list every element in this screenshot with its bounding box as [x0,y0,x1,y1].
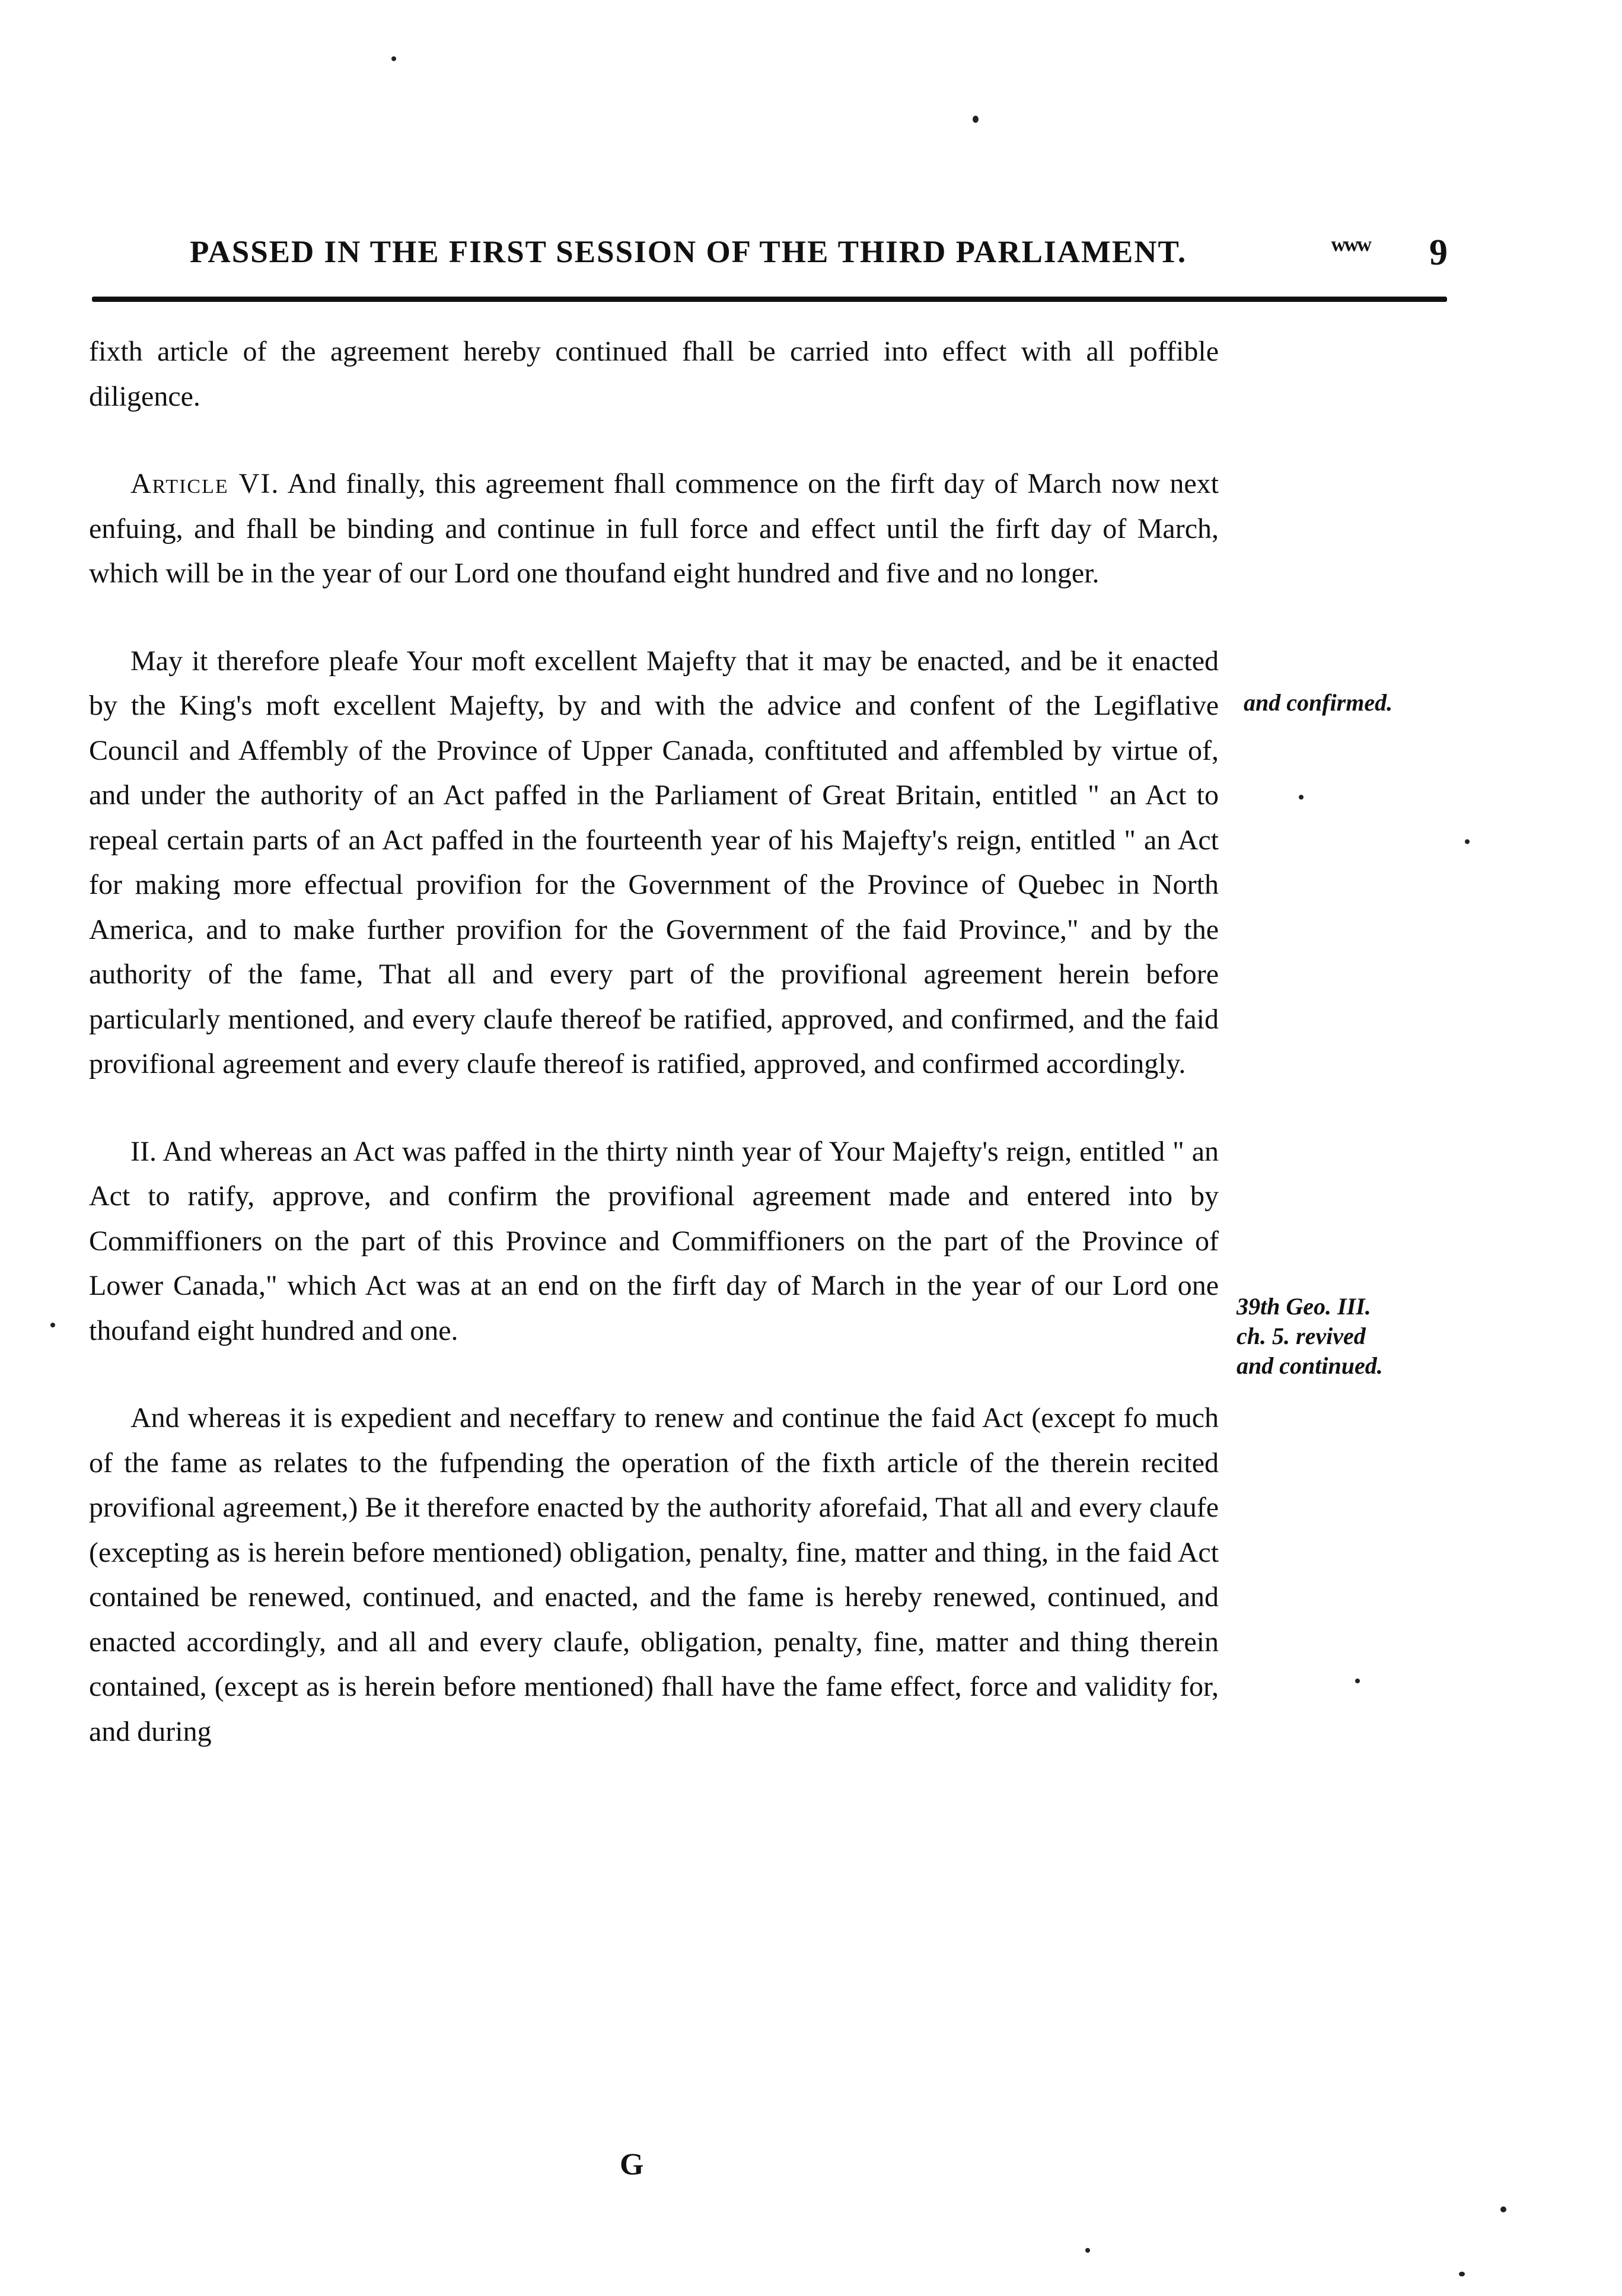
text-column [89,329,1219,1754]
signature-mark: G [620,2148,644,2182]
scan-speck [391,56,396,61]
running-head-ornament: ᵂᵂᵂ [1331,236,1371,263]
running-head-title: PASSED IN THE FIRST SESSION OF THE THIRD PARLIAMENT. [190,235,1187,269]
margin-note-confirmed: and confirmed. [1244,689,1393,716]
margin-note-statute [1237,1292,1383,1381]
scan-speck [50,1323,55,1327]
scan-speck [1500,2206,1506,2212]
scan-speck [1355,1679,1360,1683]
article-vi-text: And finally, this agreement fhall commence on the firft day of March now next enfuing, and fhall be binding and continue in full force and effect until the firft day of March, which will be in the year of our Lord one thoufand eight hundred and five and no longer. [89,468,1219,589]
article-label: Article VI. [130,468,280,499]
paragraph-continuation: fixth article of the agreement hereby continued fhall be carried into effect with all poffible diligence. [89,336,1219,412]
margin-note-line: ch. 5. revived [1237,1323,1366,1349]
paragraph-enacting-clause: May it therefore pleafe Your moft excellent Majefty that it may be enacted, and be it enacted by the King's moft excellent Majefty, by and with the advice and confent of the Legiflative Council and Affembly of the Province of Upper Canada, conftituted and affembled by virtue of, and under the authority of an Act paffed in the Parliament of Great Britain, entitled " an Act to repeal certain parts of an Act paffed in the fourteenth year of his Majefty's reign, entitled " an Act for making more effectual provifion for the Government of the Province of Quebec in North America, and to make further provifion for the Government of the faid Province," and by the authority of the fame, That all and every part of the provifional agreement herein before particularly mentioned, and every claufe thereof be ratified, approved, and confirmed, and the faid provifional agreement and every claufe thereof is ratified, approved, and confirmed accordingly. [89,645,1219,1079]
running-head [190,234,1453,276]
header-rule [92,297,1447,302]
paragraph-section-ii: II. And whereas an Act was paffed in the thirty ninth year of Your Majefty's reign, entitled " an Act to ratify, approve, and confirm the provifional agreement made and entered into by Commiffioners on the part of this Province and Commiffioners on the part of the Province of Lower Canada," which Act was at an end on the firft day of March in the year of our Lord one thoufand eight hundred and one. [89,1135,1219,1346]
scan-speck [1459,2272,1465,2276]
scan-speck [1465,839,1470,844]
margin-note-line: and continued. [1237,1352,1383,1379]
scan-speck [973,116,979,123]
scan-speck [1085,2248,1090,2253]
paragraph-renewal: And whereas it is expedient and neceffary to renew and continue the faid Act (except fo much of the fame as relates to the fufpending the operation of the fixth article of the therein recited provifional agreement,) Be it therefore enacted by the authority aforefaid, That all and every claufe (excepting as is herein before mentioned) obligation, penalty, fine, matter and thing, in the faid Act contained be renewed, continued, and enacted, and the fame is hereby renewed, continued, and enacted accordingly, and all and every claufe, obligation, penalty, fine, matter and thing therein contained, (except as is herein before mentioned) fhall have the fame effect, force and validity for, and during [89,1402,1219,1747]
scan-speck [1299,795,1304,800]
margin-note-line: 39th Geo. III. [1237,1293,1371,1320]
paragraph-article-vi [89,461,1219,596]
page-number: 9 [1429,233,1448,273]
